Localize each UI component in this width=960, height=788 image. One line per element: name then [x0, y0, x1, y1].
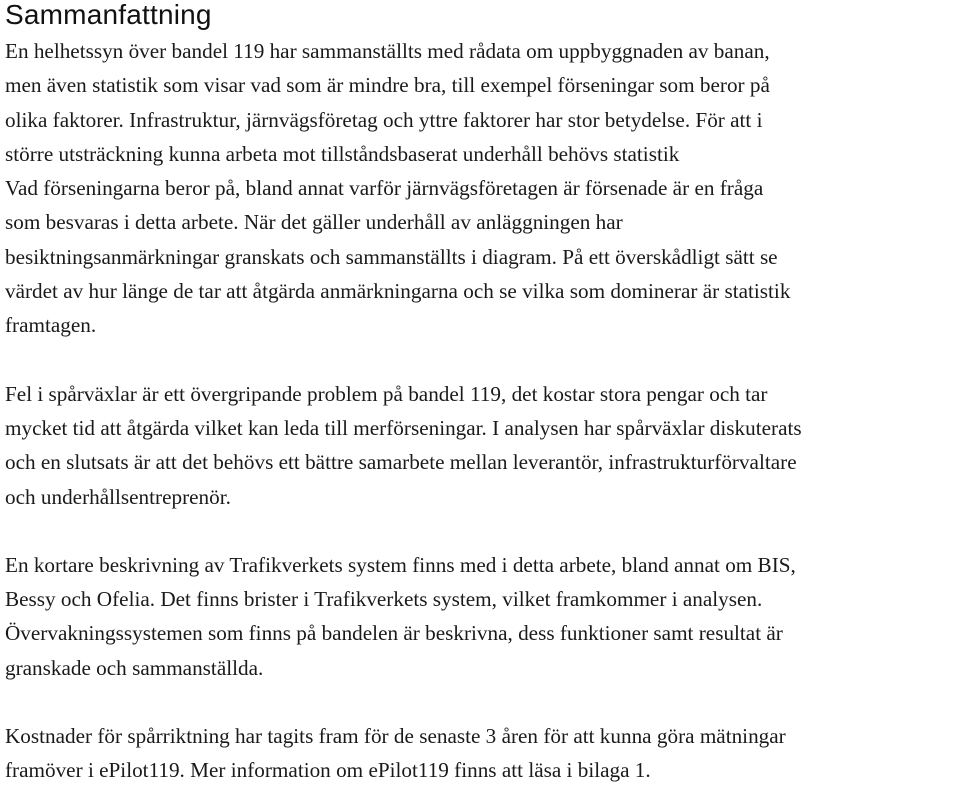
- paragraph-1: [5, 34, 957, 343]
- text-line: Övervakningssystemen som finns på bandelen är beskrivna, dess funktioner samt resultat är: [5, 621, 783, 646]
- text-line: värdet av hur länge de tar att åtgärda anmärkningarna och se vilka som dominerar är statistik: [5, 279, 791, 304]
- text-line: Fel i spårväxlar är ett övergripande problem på bandel 119, det kostar stora pengar och tar: [5, 381, 768, 406]
- paragraph-spacer: [5, 343, 957, 377]
- text-line: som besvaras i detta arbete. När det gäller underhåll av anläggningen har: [5, 210, 623, 235]
- text-line: och en slutsats är att det behövs ett bättre samarbete mellan leverantör, infrastrukturförvaltare: [5, 450, 797, 475]
- text-line: större utsträckning kunna arbeta mot tillståndsbaserat underhåll behövs statistik: [5, 141, 680, 166]
- text-line: framöver i ePilot119. Mer information om ePilot119 finns att läsa i bilaga 1.: [5, 758, 651, 783]
- document-page: [5, 0, 957, 788]
- text-line: Bessy och Ofelia. Det finns brister i Trafikverkets system, vilket framkommer i analysen.: [5, 587, 763, 612]
- page-title: Sammanfattning: [5, 0, 212, 30]
- paragraph-2: [5, 377, 957, 514]
- text-line: En kortare beskrivning av Trafikverkets system finns med i detta arbete, bland annat om BIS,: [5, 552, 796, 577]
- paragraph-4: [5, 719, 957, 788]
- text-line: olika faktorer. Infrastruktur, järnvägsföretag och yttre faktorer har stor betydelse. För att i: [5, 107, 763, 132]
- text-line: granskade och sammanställda.: [5, 655, 264, 680]
- text-line: men även statistik som visar vad som är mindre bra, till exempel förseningar som beror på: [5, 73, 770, 98]
- text-line: Vad förseningarna beror på, bland annat varför järnvägsföretagen är försenade är en fråga: [5, 176, 764, 201]
- text-line: framtagen.: [5, 313, 97, 338]
- text-line: och underhållsentreprenör.: [5, 484, 231, 509]
- text-line: En helhetssyn över bandel 119 har sammanställts med rådata om uppbyggnaden av banan,: [5, 39, 770, 63]
- paragraph-spacer: [5, 514, 957, 548]
- paragraph-3: [5, 548, 957, 685]
- text-line: besiktningsanmärkningar granskats och sammanställts i diagram. På ett överskådligt sätt se: [5, 244, 778, 269]
- paragraph-spacer: [5, 685, 957, 719]
- text-line: Kostnader för spårriktning har tagits fram för de senaste 3 åren för att kunna göra mätningar: [5, 724, 786, 749]
- text-line: mycket tid att åtgärda vilket kan leda till merförseningar. I analysen har spårväxlar diskuterats: [5, 415, 802, 440]
